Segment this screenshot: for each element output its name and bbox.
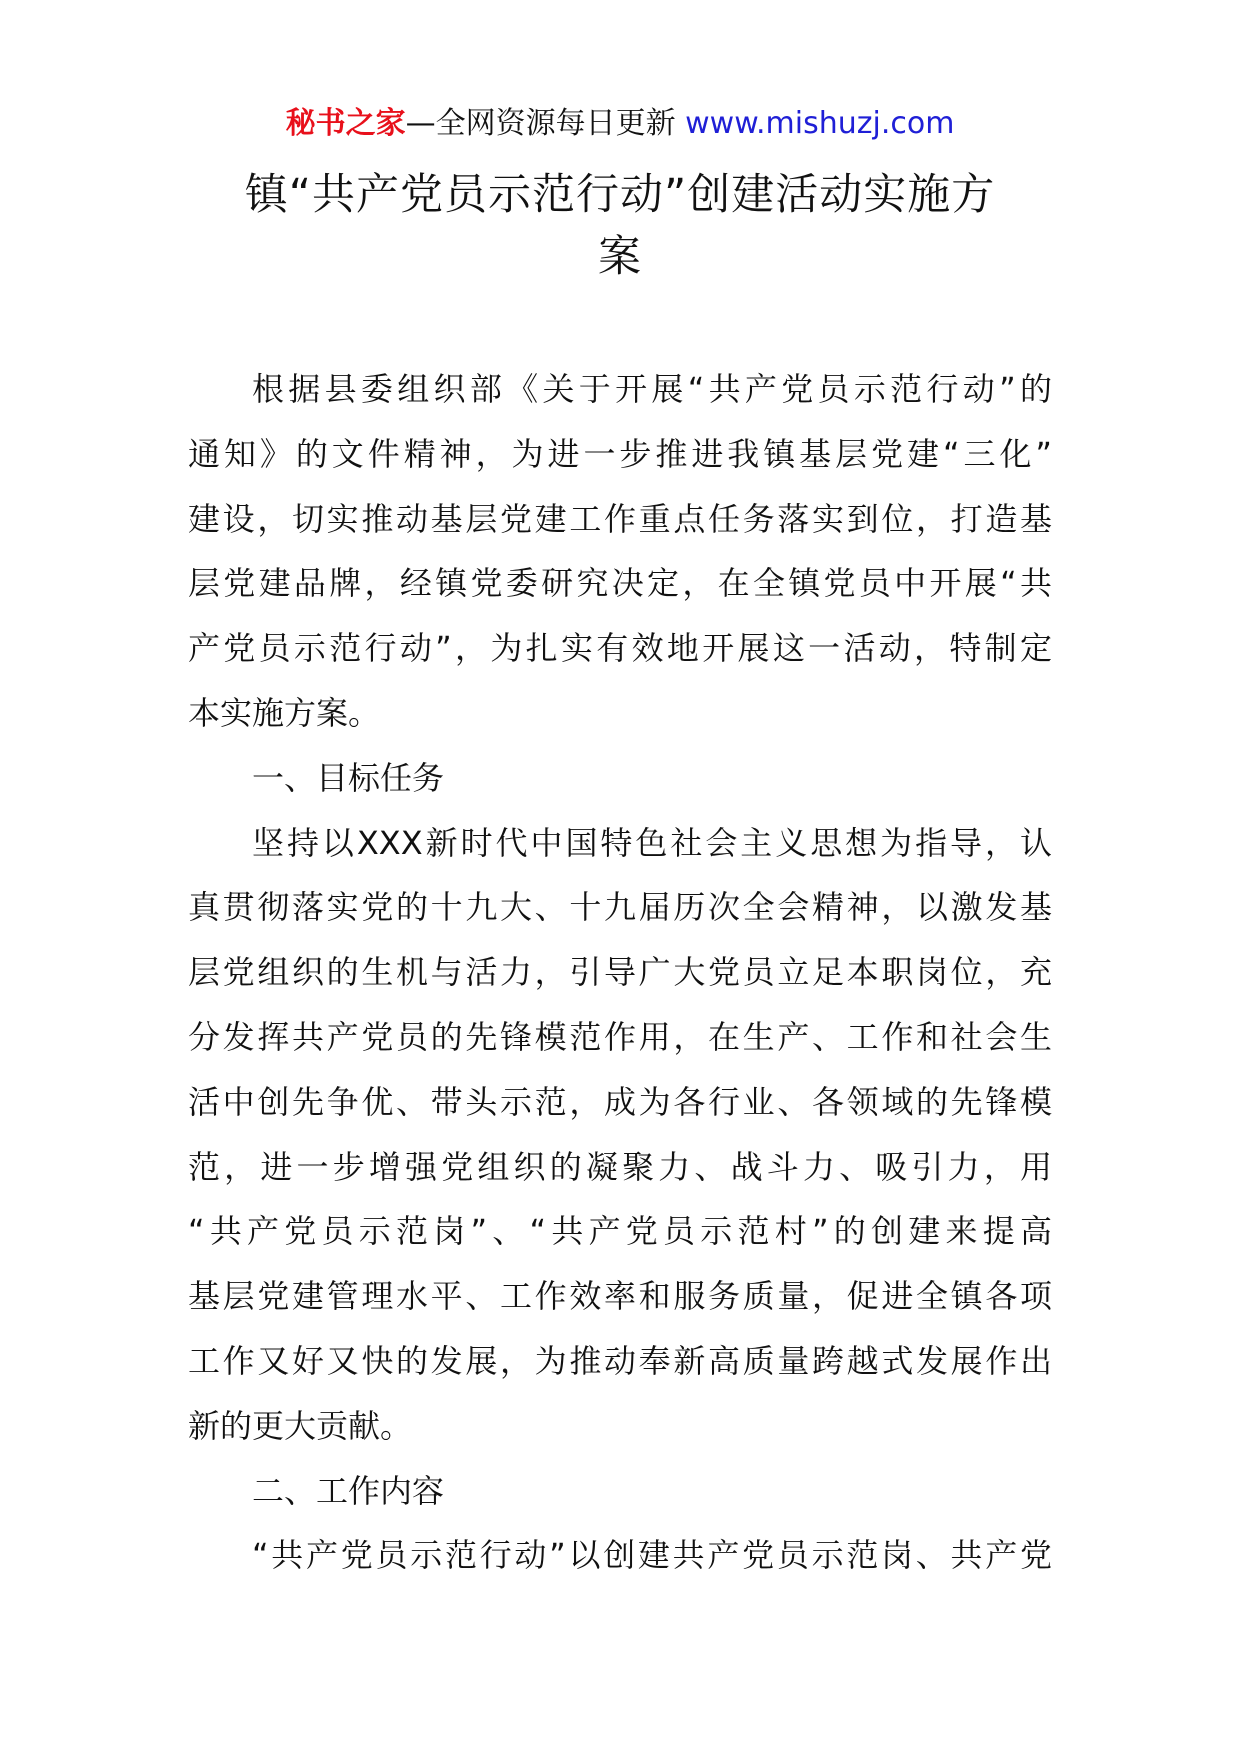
site-header <box>0 102 1240 146</box>
paragraph-intro-line: 层党建品牌，经镇党委研究决定，在全镇党员中开展“共 <box>188 564 1052 603</box>
title-line-2: 案 <box>598 232 642 282</box>
paragraph-intro-line: 建设，切实推动基层党建工作重点任务落实到位，打造基 <box>188 499 1052 538</box>
header-tagline: —全网资源每日更新 <box>405 106 686 141</box>
paragraph-goals-line: 真贯彻落实党的十九大、十九届历次全会精神，以激发基 <box>188 888 1052 927</box>
document-body <box>188 357 1052 1588</box>
paragraph-intro-line: 通知》的文件精神，为进一步推进我镇基层党建“三化” <box>188 434 1052 473</box>
paragraph-intro-line: 根据县委组织部《关于开展“共产党员示范行动”的 <box>252 370 1052 408</box>
paragraph-goals-line: 坚持以XXX新时代中国特色社会主义思想为指导，认 <box>252 823 1052 862</box>
brand-name: 秘书之家 <box>285 106 406 141</box>
paragraph-goals-line: 层党组织的生机与活力，引导广大党员立足本职岗位，充 <box>188 953 1052 992</box>
paragraph-intro-line: 产党员示范行动”，为扎实有效地开展这一活动，特制定 <box>188 629 1052 668</box>
paragraph-goals-line: 活中创先争优、带头示范，成为各行业、各领域的先锋模 <box>188 1082 1052 1121</box>
section-heading-goals: 一、目标任务 <box>252 758 445 797</box>
title-line-1: 镇“共产党员示范行动”创建活动实施方 <box>244 170 996 220</box>
site-url[interactable]: www.mishuzj.com <box>685 106 955 141</box>
paragraph-goals-line: 基层党建管理水平、工作效率和服务质量，促进全镇各项 <box>188 1277 1052 1316</box>
paragraph-goals-line: 工作又好又快的发展，为推动奉新高质量跨越式发展作出 <box>188 1341 1052 1380</box>
paragraph-goals-line: 范，进一步增强党组织的凝聚力、战斗力、吸引力，用 <box>188 1147 1052 1186</box>
section-heading-content: 二、工作内容 <box>252 1471 445 1510</box>
paragraph-intro-line: 本实施方案。 <box>188 693 381 732</box>
paragraph-goals-line: “共产党员示范岗”、“共产党员示范村”的创建来提高 <box>188 1212 1052 1251</box>
paragraph-goals-line: 新的更大贡献。 <box>188 1406 413 1445</box>
document-title <box>190 164 1050 288</box>
paragraph-goals-line: 分发挥共产党员的先锋模范作用，在生产、工作和社会生 <box>188 1017 1052 1056</box>
paragraph-content-line: “共产党员示范行动”以创建共产党员示范岗、共产党 <box>252 1536 1052 1575</box>
